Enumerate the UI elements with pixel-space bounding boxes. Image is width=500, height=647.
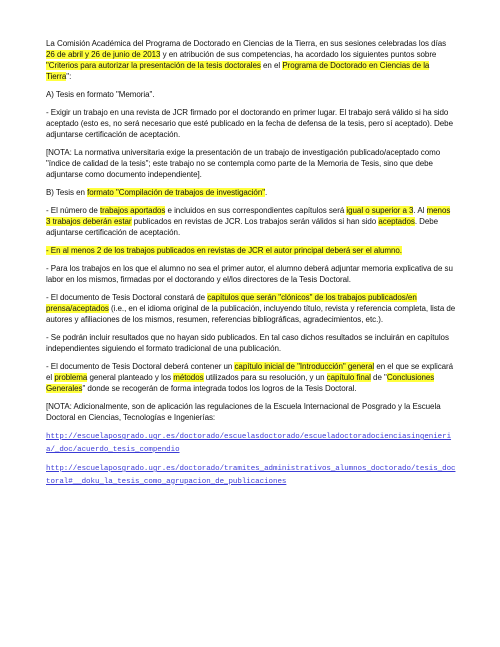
highlight: problema — [54, 373, 88, 382]
item-text: general planteado y los — [87, 373, 174, 382]
heading-text: . — [265, 188, 268, 197]
highlight: métodos — [173, 373, 204, 382]
section-a-item-1: - Exigir un trabajo en una revista de JCR firmado por el doctorando en primer lugar. El trabajo será válido si ha sido aceptado (esto es, no será necesario que esté publicado en la fecha de defensa de la tesis, pero sí aceptado). Debe adjuntarse certificación de aceptación. — [46, 108, 453, 139]
item-text: - El documento de Tesis Doctoral deberá contener un — [46, 362, 235, 371]
section-b-item-2 — [46, 245, 456, 256]
item-text: en el que se explicará el — [46, 362, 454, 382]
item-text: utilizados para su resolución, y un — [203, 373, 327, 382]
intro-text: La Comisión Académica del Programa de Doctorado en Ciencias de la Tierra, en sus sesiones celebradas los días — [46, 39, 447, 48]
note-2: [NOTA: Adicionalmente, son de aplicación las regulaciones de la Escuela Internacional de Posgrado y la Escuela Doctoral en Ciencias, Tecnologías e Ingenierías: — [46, 402, 441, 422]
item-text: publicados en revistas de JCR. Los trabajos serán válidos si han sido — [131, 217, 379, 226]
section-b-item-3: - Para los trabajos en los que el alumno no sea el primer autor, el alumno deberá adjuntar memoria explicativa de su labor en los mismos, firmadas por el doctorando y el/los directores de la Tesis Doctoral. — [46, 264, 453, 284]
document-body — [46, 38, 456, 494]
intro-text: ": — [66, 72, 72, 81]
highlight: trabajos aportados — [99, 206, 166, 215]
intro-paragraph — [46, 38, 456, 82]
section-b-item-1 — [46, 205, 456, 238]
item-text: de " — [370, 373, 387, 382]
item-text: - El número de — [46, 206, 100, 215]
intro-text: y en atribución de sus competencias, ha acordado los siguientes puntos sobre — [160, 50, 437, 59]
link-paragraph-2 — [46, 462, 456, 487]
heading-text: B) Tesis en — [46, 188, 88, 197]
dates-highlight: 26 de abril y 26 de junio de 2013 — [46, 50, 161, 59]
highlight: igual o superior a 3 — [346, 206, 414, 215]
item-text: . Al — [413, 206, 427, 215]
link-paragraph-1 — [46, 430, 456, 455]
highlight: capítulos que serán "clónicos" de los trabajos publicados/en prensa/aceptados — [46, 293, 417, 313]
format-highlight: formato "Compilación de trabajos de investigación" — [87, 188, 266, 197]
link-tesis-doctoral[interactable]: http://escuelaposgrado.ugr.es/doctorado/tramites_administrativos_alumnos_doctorado/tesis_doctoral#__doku_la_tesis_como_agrupacion_de_publicaciones — [46, 465, 456, 486]
highlight: menos 3 trabajos deberán estar — [46, 206, 451, 226]
section-b-item-4 — [46, 292, 456, 325]
item-text: - El documento de Tesis Doctoral constará de — [46, 293, 208, 302]
highlight: capítulo final — [326, 373, 371, 382]
intro-text: en el — [260, 61, 283, 70]
link-acuerdo-tesis[interactable]: http://escuelaposgrado.ugr.es/doctorado/escuelasdoctorado/escueladoctoradocienciasingenieria/_doc/acuerdo_tesis_compendio — [46, 433, 452, 454]
item-text: . Debe adjuntarse certificación de aceptación. — [46, 217, 439, 237]
section-a-heading: A) Tesis en formato "Memoria". — [46, 90, 155, 99]
highlight: aceptados — [378, 217, 415, 226]
highlight: capítulo inicial de "Introducción" general — [234, 362, 375, 371]
section-b-item-5: - Se podrán incluir resultados que no hayan sido publicados. En tal caso dichos resultados se incluirán en capítulos independientes siguiendo el formato tradicional de una publicación. — [46, 333, 449, 353]
item-text: (i.e., en el idioma original de la publicación, incluyendo título, revista y referencia completa, lista de autores y afiliaciones de los mismos, resumen, referencias bibliográficas, agradecimientos, etc.). — [46, 304, 456, 324]
item-text: e incluidos en sus correspondientes capítulos será — [165, 206, 347, 215]
highlight: - En al menos 2 de los trabajos publicados en revistas de JCR el autor principal deberá ser el alumno. — [46, 246, 402, 255]
program-highlight: Programa de Doctorado en Ciencias de la Tierra — [46, 61, 430, 81]
item-text: " donde se recogerán de forma integrada todos los logros de la Tesis Doctoral. — [82, 384, 357, 393]
section-b-item-6 — [46, 361, 456, 394]
section-a-note: [NOTA: La normativa universitaria exige la presentación de un trabajo de investigación publicado/aceptado como "índice de calidad de la tesis"; este trabajo no se contempla como parte de la Memoria de Tesis, sino que debe adjuntarse como documento independiente]. — [46, 148, 441, 179]
highlight: Conclusiones Generales — [46, 373, 435, 393]
criteria-highlight: "Criterios para autorizar la presentación de la tesis doctorales — [46, 61, 261, 70]
section-b-heading — [46, 187, 456, 198]
